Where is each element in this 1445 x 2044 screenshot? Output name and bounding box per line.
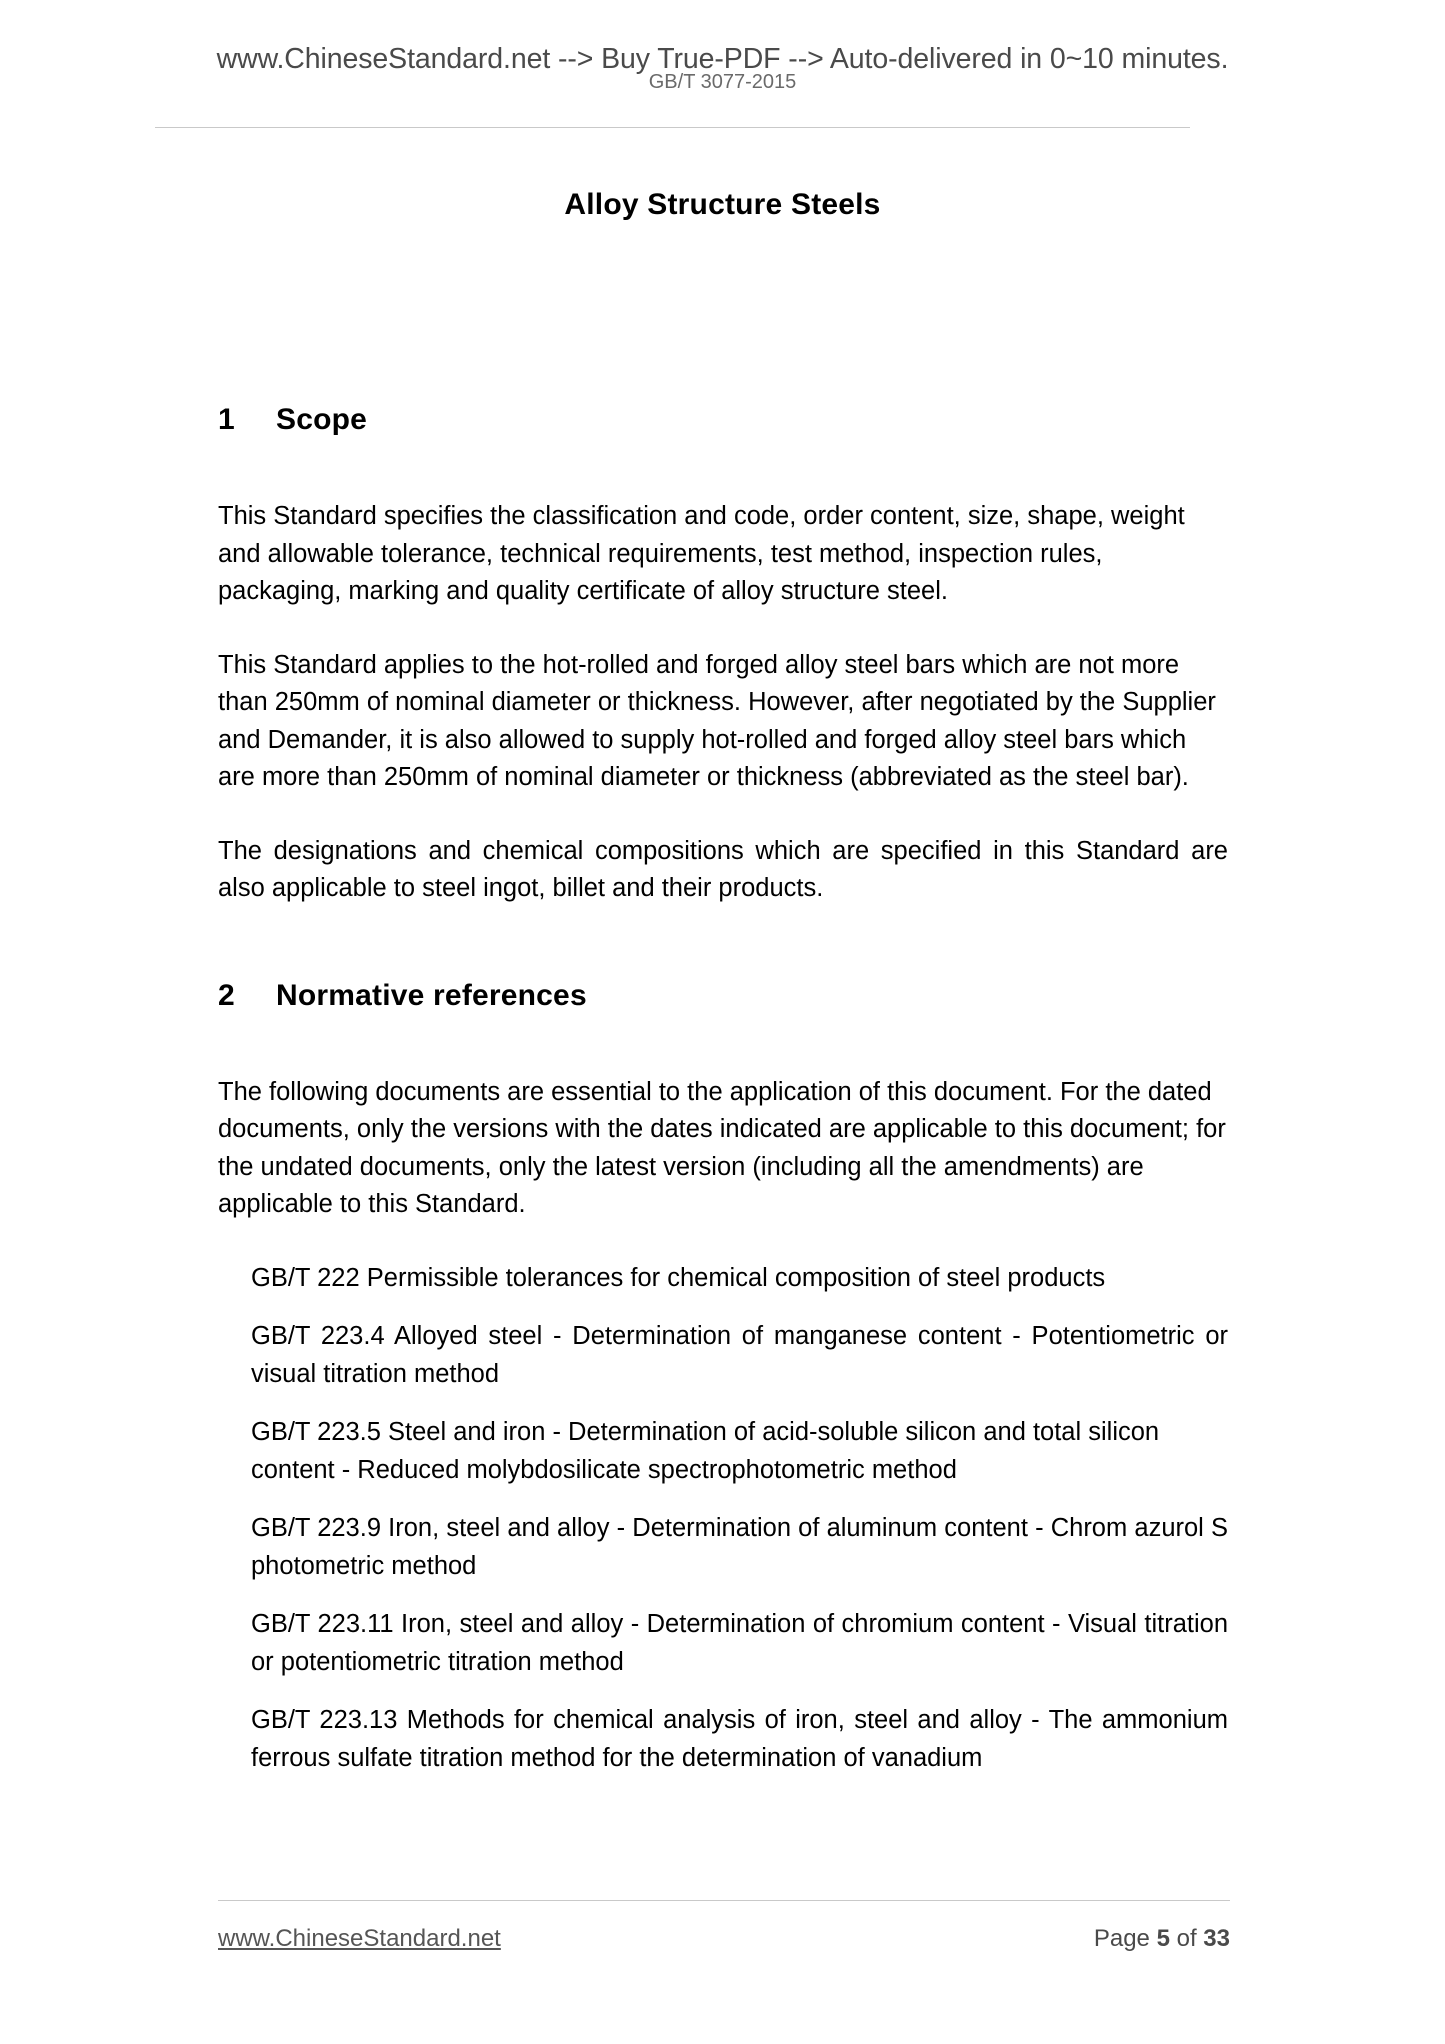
footer-website-link[interactable]: www.ChineseStandard.net (218, 1925, 501, 1952)
spacer (251, 1489, 1228, 1510)
section-heading-1 (218, 400, 1228, 440)
section-number-1: 1 (218, 403, 235, 436)
list-item: GB/T 222 Permissible tolerances for chemical composition of steel products (251, 1263, 1106, 1292)
list-item: GB/T 223.13 Methods for chemical analysis of iron, steel and alloy - The ammonium ferrous sulfate titration method for the determination of vanadium (251, 1706, 1228, 1772)
spacer (218, 440, 1228, 498)
section-title-1: Scope (276, 403, 368, 436)
spacer (218, 797, 1228, 833)
page-number-total: 33 (1203, 1925, 1230, 1952)
spacer (218, 908, 1228, 976)
promo-banner-text: www.ChineseStandard.net --> Buy True-PDF --> Auto-delivered in 0~10 minutes. (216, 43, 1229, 75)
spacer (251, 1297, 1228, 1318)
page-of-label: of (1176, 1925, 1197, 1952)
standard-code: GB/T 3077-2015 (648, 71, 797, 93)
paragraph-scope-1: This Standard specifies the classification and code, order content, size, shape, weight and allowable tolerance, technical requirements, test method, inspection rules, packaging, marking and quality certificate of alloy structure steel. (218, 502, 1185, 605)
section-title-2: Normative references (276, 978, 587, 1012)
paragraph-scope-3: The designations and chemical compositions which are specified in this Standard are also applicable to steel ingot, billet and their products. (218, 836, 1228, 902)
header-divider (155, 127, 1190, 128)
page-label: Page (1093, 1925, 1150, 1952)
spacer (218, 611, 1228, 647)
section-number-2: 2 (218, 978, 235, 1012)
paragraph-normative-intro: The following documents are essential to the application of this document. For the dated documents, only the versions with the dates indicated are applicable to this document; for the undated documents, only the latest version (including all the amendments) are applicable to this Standard. (218, 1077, 1226, 1218)
page-number-indicator (1094, 1925, 1230, 1953)
document-body (218, 400, 1228, 1777)
spacer (218, 1224, 1228, 1260)
page-title: Alloy Structure Steels (564, 188, 881, 221)
list-item: GB/T 223.11 Iron, steel and alloy - Determination of chromium content - Visual titration or potentiometric titration method (251, 1610, 1228, 1676)
page-number-current: 5 (1156, 1925, 1170, 1952)
normative-reference-list (218, 1260, 1228, 1778)
list-item: GB/T 223.9 Iron, steel and alloy - Determination of aluminum content - Chrom azurol S photometric method (251, 1514, 1228, 1580)
spacer (251, 1393, 1228, 1414)
footer-divider (218, 1900, 1230, 1901)
spacer (218, 1016, 1228, 1074)
list-item: GB/T 223.5 Steel and iron - Determination of acid-soluble silicon and total silicon content - Reduced molybdosilicate spectrophotometric method (251, 1418, 1160, 1484)
page-footer (218, 1900, 1230, 1953)
page-header (155, 42, 1290, 134)
footer-row (218, 1925, 1230, 1953)
paragraph-scope-2: This Standard applies to the hot-rolled and forged alloy steel bars which are not more than 250mm of nominal diameter or thickness. However, after negotiated by the Supplier and Demander, it is also allowed to supply hot-rolled and forged alloy steel bars which are more than 250mm of nominal diameter or thickness (abbreviated as the steel bar). (218, 650, 1216, 791)
spacer (251, 1585, 1228, 1606)
list-item: GB/T 223.4 Alloyed steel - Determination of manganese content - Potentiometric or visual titration method (251, 1322, 1228, 1388)
spacer (251, 1681, 1228, 1702)
section-heading-2 (218, 976, 1228, 1016)
